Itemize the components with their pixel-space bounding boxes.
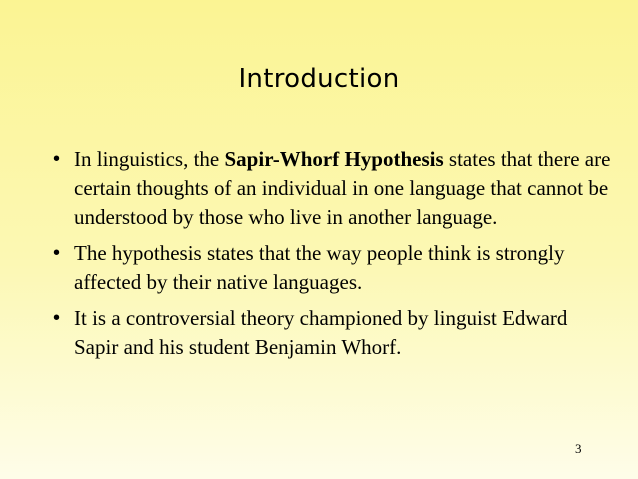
bullet-text-1-bold: Sapir-Whorf Hypothesis	[224, 147, 444, 171]
slide-title: Introduction	[238, 64, 400, 94]
bullet-icon: •	[53, 242, 61, 264]
bullet-item-2	[53, 239, 613, 297]
bullet-text-2: The hypothesis states that the way people think is strongly affected by their native languages.	[74, 241, 565, 294]
bullet-text-1-start: In linguistics, the	[74, 147, 225, 171]
bullet-text-3: It is a controversial theory championed by linguist Edward Sapir and his student Benjamin Whorf.	[74, 306, 568, 359]
page-number: 3	[575, 441, 582, 456]
bullet-item-3	[53, 304, 613, 362]
bullet-item-1	[53, 145, 613, 232]
bullet-list	[53, 145, 613, 369]
bullet-icon: •	[53, 307, 61, 329]
bullet-text-1-end: states that there are certain thoughts of an individual in one language that cannot be understood by those who live in another language.	[74, 147, 611, 229]
bullet-icon: •	[53, 148, 61, 170]
